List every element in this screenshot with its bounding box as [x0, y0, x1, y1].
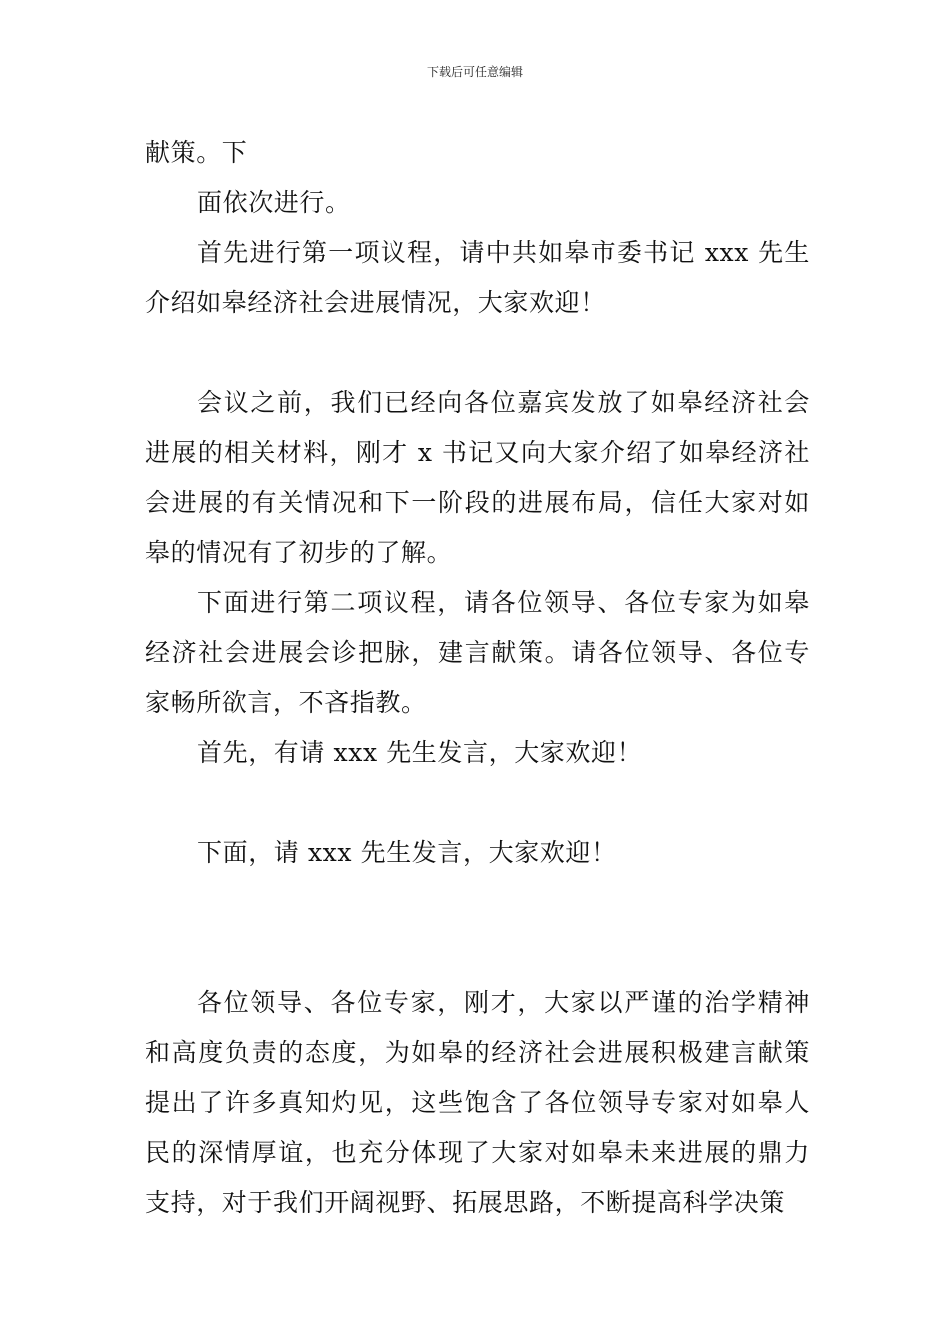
- paragraph-4: 会议之前，我们已经向各位嘉宾发放了如皋经济社会进展的相关材料，刚才 x 书记又向大家介绍了如皋经济社会进展的有关情况和下一阶段的进展布局，信任大家对如皋的情况有了初步的了解。: [145, 388, 810, 567]
- paragraph-5: 下面进行第二项议程，请各位领导、各位专家为如皋经济社会进展会诊把脉，建言献策。请各位领导、各位专家畅所欲言，不吝指教。: [145, 588, 810, 717]
- document-body: [145, 128, 810, 1228]
- paragraph-1: 献策。下: [145, 138, 248, 167]
- paragraph-3: 首先进行第一项议程，请中共如皋市委书记 xxx 先生介绍如皋经济社会进展情况，大家欢迎！: [145, 238, 810, 317]
- paragraph-7: 下面，请 xxx 先生发言，大家欢迎！: [197, 838, 617, 867]
- paragraph-8: 各位领导、各位专家，刚才，大家以严谨的治学精神和高度负责的态度，为如皋的经济社会进展积极建言献策提出了许多真知灼见，这些饱含了各位领导专家对如皋人民的深情厚谊，也充分体现了大家对如皋未来进展的鼎力支持，对于我们开阔视野、拓展思路，不断提高科学决策: [145, 988, 810, 1217]
- paragraph-6: 首先，有请 xxx 先生发言，大家欢迎！: [197, 738, 643, 767]
- paragraph-2: 面依次进行。: [197, 188, 351, 217]
- page-header: 下载后可任意编辑: [426, 65, 523, 79]
